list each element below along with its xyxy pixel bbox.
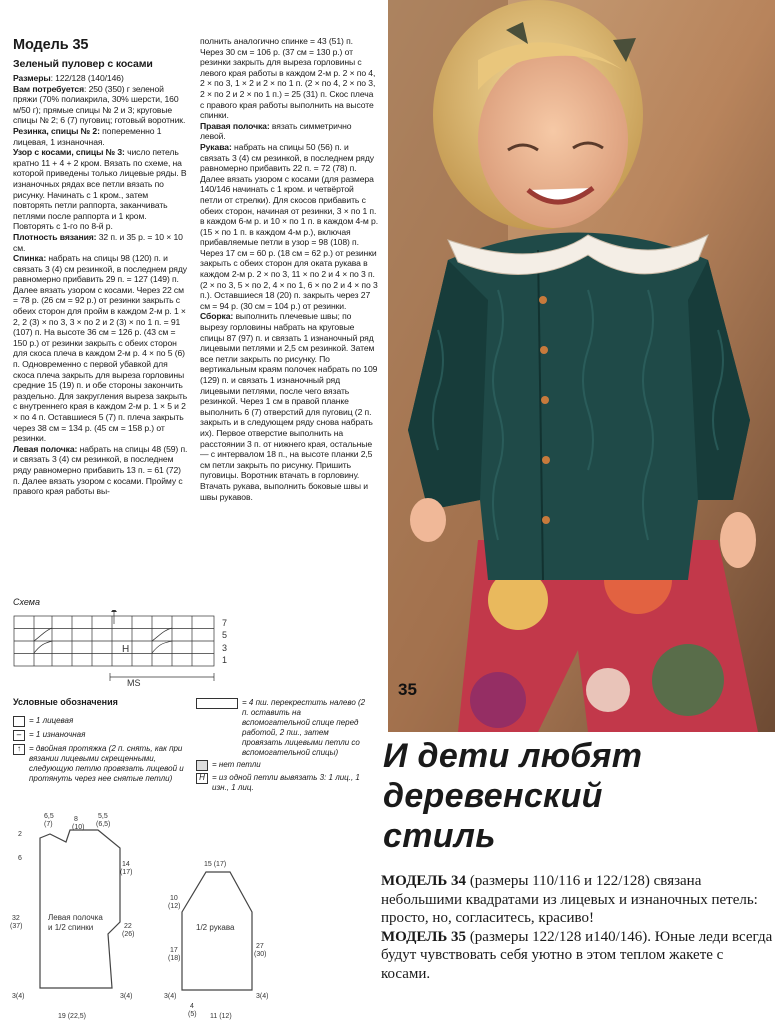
chart-row-3: 3: [222, 643, 228, 653]
dim-label: 8: [74, 816, 78, 823]
chart-row-1: 1: [222, 655, 228, 665]
double-decrease-icon: ↑: [13, 744, 25, 755]
cable-paragraph: [13, 147, 189, 232]
knit-symbol-icon: [13, 716, 25, 727]
sleeves-paragraph: [200, 142, 378, 312]
front-label-2: и 1/2 спинки: [48, 923, 94, 932]
dim-label: (7): [44, 821, 53, 828]
middle-text-column: [200, 36, 378, 502]
dim-label: 14: [122, 861, 130, 868]
rib-text: попеременно 1 лицевая, 1 изнаночная.: [13, 125, 162, 147]
chart-ms-label: MS: [127, 678, 141, 688]
materials-label: Вам потребуется: [13, 83, 84, 94]
legend-text: = двойная протяжка (2 п. снять, как при вязании лицевыми скрещенными, следующую петлю провязать лицевой и протянуть через нее снятые петли): [29, 744, 184, 783]
density-paragraph: [13, 232, 189, 253]
dim-label: (6,5): [96, 821, 111, 828]
left-front-text: набрать на спицы 48 (59) п. и связать 3 (4) см резинкой, в последнем ряду равномерно прибавить 13 п. = 61 (72) п. Далее вязать узором с косами. Пройму с правого края работы вы-: [13, 443, 188, 497]
density-text: 32 п. и 35 р. = 10 × 10 см.: [13, 231, 183, 253]
model-34-description: [381, 872, 773, 928]
model-35-label: МОДЕЛЬ 35: [381, 928, 467, 945]
dim-label: 5,5: [98, 813, 108, 820]
back-text: набрать на спицы 98 (120) п. и связать 3 (4) см резинкой, в последнем ряду равномерно прибавить 29 п. = 127 (149) п. Далее вязать узором с косами. Через 22 см = 78 р. (26 см = 92 р.) от резинки закрыть с обеих сторон для пройм в каждом 2-м р. 1 × 2, 2 (3) × по 3, 3 × по 2 и 2 (3) × по 1 п. = 91 (107) п. На высоте 36 см = 126 р. (43 см = 150 р.) от резинки закрыть с обеих сторон для скоса плеча в каждом 2-м р. 4 × по 5 (6) п. Одновременно с первой убавкой для скоса плеча закрыть для выреза горловины средние 15 (19) п. и обе стороны закончить раздельно. Для закругления выреза закрыть с внутреннего края в каждом 2-м р. 1 × 5 и 2 × по 4 п. Оставшиеся 5 (7) п. плеча закрыть через 38 см = 134 р. (45 см = 158 р.) от резинки.: [13, 253, 188, 444]
legend-item: [13, 744, 188, 784]
no-stitch-icon: [196, 760, 208, 771]
child-photo: [388, 0, 775, 732]
sizes-paragraph: [13, 73, 189, 84]
legend-title: Условные обозначения: [13, 697, 118, 707]
dim-label: 27: [256, 943, 264, 950]
headline: [383, 736, 773, 856]
front-pattern-diagram: [8, 812, 158, 1030]
increase-symbol-icon: H: [196, 773, 208, 784]
dim-label: (37): [10, 923, 23, 930]
legend-item: [196, 698, 368, 758]
legend-text: = 1 изнаночная: [29, 730, 86, 739]
rib-label: Резинка, спицы № 2:: [13, 125, 100, 136]
legend-text: = 4 пш. перекрестить налево (2 п. оставить на вспомогательной спице перед работой, 2 пш., затем провязать лицевыми петли со вспомогательной спицы): [242, 698, 366, 757]
sleeves-label: Рукава:: [200, 141, 232, 152]
legend-item: [196, 760, 368, 771]
headline-line: деревенский: [383, 777, 603, 815]
model-35-text: (размеры 122/128 и140/146). Юные леди всегда будут чувствовать себя уютно в этом теплом жакете с косами.: [381, 928, 773, 982]
legend-text: = из одной петли вывязать 3: 1 лиц., 1 изн., 1 лиц.: [212, 773, 360, 792]
photo-number: 35: [398, 680, 417, 699]
assembly-paragraph: [200, 311, 378, 502]
chart-h-mark: H: [122, 644, 130, 655]
left-text-column: [13, 36, 189, 497]
sizes-text: : 122/128 (140/146): [50, 73, 124, 83]
sleeves-text: набрать на спицы 50 (56) п. и связать 3 (4) см резинкой, в последнем ряду равномерно прибавить 22 п. = 72 (78) п. Далее вязать узором с косами (для размера 140/146 начинать с 1 кром. и четвёртой петли от стрелки). Для скосов прибавить с обеих сторон, начиная от резинки, 3 × по 1 п. в каждом 6-м р. и 10 × по 1 п. в каждом 4-м р. (15 × по 1 п. в каждом 4-м р.), включая прибавляемые петли в узор = 98 (108) п. Через 17 см = 60 р. (18 см = 62 р.) от резинки закрыть с обеих сторон для оката рукава в каждом 2-м р. 2 × по 3, 11 × по 2 и 4 × по 3 п. (2 × по 3, 5 × по 2, 4 × по 1, 6 × по 2 и 4 × по 3 п.). Оставшиеся 18 (20) п. закрыть через 27 см = 94 р. (30 см = 104 р.) от резинки.: [200, 141, 378, 311]
description-text: [381, 872, 773, 984]
model-34-text: (размеры 110/116 и 122/128) связана небольшими квадратами из лицевых и изнаночных петель: просто, но, согласитесь, красиво!: [381, 873, 758, 927]
dim-label: 3(4): [256, 993, 269, 1000]
dim-label: 6: [18, 855, 22, 862]
chart-row-5: 5: [222, 630, 228, 640]
dim-label: (18): [168, 955, 181, 962]
model-35-description: [381, 928, 773, 984]
legend-text: = 1 лицевая: [29, 716, 74, 725]
back-label: Спинка:: [13, 253, 47, 264]
sleeve-pattern-diagram: [160, 852, 280, 1030]
dim-label: 11 (12): [210, 1013, 232, 1020]
headline-line: стиль: [383, 817, 496, 855]
dim-label: (30): [254, 951, 267, 958]
assembly-label: Сборка:: [200, 311, 234, 322]
legend-text: = нет петли: [212, 760, 261, 769]
left-front-label: Левая полочка:: [13, 443, 78, 454]
legend-list-right: [196, 698, 368, 793]
legend-list-left: [13, 716, 188, 784]
cable-cross-icon: [196, 698, 238, 709]
back-paragraph: [13, 253, 189, 444]
dim-label: 2: [18, 831, 22, 838]
dim-label: (26): [122, 931, 135, 938]
dim-label: (17): [120, 869, 133, 876]
legend-item: [13, 716, 188, 727]
legend-item: [196, 773, 368, 793]
dim-label: 3(4): [164, 993, 177, 1000]
cable-label: Узор с косами, спицы № 3:: [13, 147, 125, 158]
left-front-paragraph: [13, 444, 189, 497]
materials-paragraph: [13, 84, 189, 126]
materials-text: : 250 (350) г зеленой пряжи (70% полиакрила, 30% шерсти, 160 м/50 г); прямые спицы № 2 и 3; круговые спицы № 2; 6 (7) пуговиц; готовый воротник.: [13, 83, 186, 126]
dim-label: 3(4): [12, 993, 25, 1000]
purl-symbol-icon: –: [13, 730, 25, 741]
dim-label: 6,5: [44, 813, 54, 820]
dim-label: 10: [170, 895, 178, 902]
cable-text: число петель кратно 11 + 4 + 2 кром. Вязать по схеме, на которой приведены только лицевые ряды. В изнаночных рядах все петли вязать по рисунку. Начинать с 1 кром., затем повторять петли раппорта, заканчивать петлями после раппорта и 1 кром. Повторять с 1-го по 8-й р.: [13, 147, 187, 232]
schema-title: Схема: [13, 597, 40, 607]
model-subtitle: Зеленый пуловер с косами: [13, 58, 153, 70]
front-label-1: Левая полочка: [48, 913, 103, 922]
dim-label: 15 (17): [204, 861, 227, 868]
dim-label: (12): [168, 903, 181, 910]
model-title: Модель 35: [13, 37, 89, 53]
dim-label: 3(4): [120, 993, 133, 1000]
dim-label: 32: [12, 915, 20, 922]
density-label: Плотность вязания:: [13, 231, 97, 242]
dim-label: 4: [190, 1003, 194, 1010]
dim-label: (10): [72, 824, 85, 831]
legend-item: [13, 730, 188, 741]
right-front-text: вязать симметрично левой.: [200, 120, 352, 142]
model-34-label: МОДЕЛЬ 34: [381, 873, 467, 889]
dim-label: (5): [188, 1011, 197, 1018]
rib-paragraph: [13, 126, 189, 147]
knitting-chart: [12, 610, 252, 688]
dim-label: 22: [124, 923, 132, 930]
assembly-text: выполнить плечевые швы; по вырезу горловины набрать на круговые спицы 87 (97) п. и связать 1 изнаночный ряд лицевыми петлями и 2,5 см резинкой. Затем все петли закрыть по рисунку. По вертикальным краям полочек набрать по 109 (129) п. и связать 1 изнаночный ряд лицевыми петлями, после чего вязать резинкой. Через 1 см в правой планке выполнить 6 (7) отверстий для пуговиц (2 п. закрыть и в следующем ряду снова набрать их). Первое отверстие выполнить на расстоянии 3 п. от нижнего края, остальные — с интервалом 18 п., на высоте планки 2,5 см петли закрыть по рисунку. Пришить пуговицы. Воротник втачать в горловину. Втачать рукава, выполнить боковые швы и швы рукавов.: [200, 311, 378, 502]
right-front-paragraph: [200, 121, 378, 142]
headline-line: И дети любят: [383, 737, 643, 775]
chart-row-7: 7: [222, 618, 228, 628]
dim-label: 17: [170, 947, 178, 954]
left-front-continued: полнить аналогично спинке = 43 (51) п. Через 30 см = 106 р. (37 см = 130 р.) от резинки закрыть для выреза горловины с левого края работы в каждом 2-м р. 2 × по 4, 2 × по 3, 1 × 2 и 2 × по 1 п. (2 × по 4, 2 × по 3, 2 × по 2 и 2 × по 1 п.) = 25 (31) п. Скос плеча с правого края работы выполнить на высоте спинки.: [200, 36, 376, 121]
right-front-label: Правая полочка:: [200, 120, 270, 131]
dim-label: 19 (22,5): [58, 1013, 87, 1020]
sleeve-label: 1/2 рукава: [196, 923, 235, 932]
sizes-label: Размеры: [13, 73, 51, 83]
